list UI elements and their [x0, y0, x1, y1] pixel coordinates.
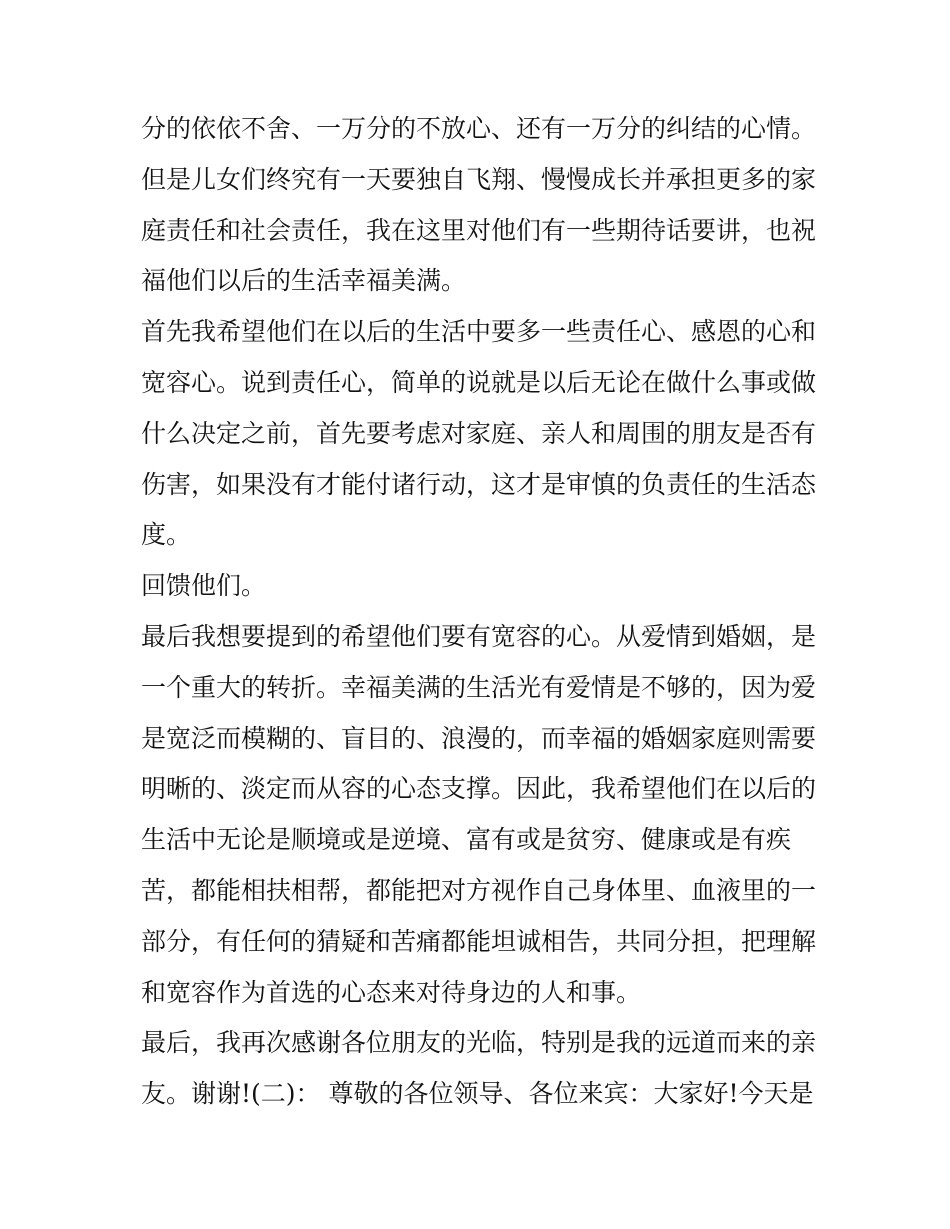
- text-line: 但是儿女们终究有一天要独自飞翔、慢慢成长并承担更多的家: [141, 164, 817, 194]
- text-line: 生活中无论是顺境或是逆境、富有或是贫穷、健康或是有疾: [141, 825, 792, 855]
- text-line: 部分，有任何的猜疑和苦痛都能坦诚相告，共同分担，把理解: [141, 926, 817, 956]
- text-line: 苦，都能相扶相帮，都能把对方视作自己身体里、血液里的一: [141, 875, 817, 905]
- text-line: 明晰的、淡定而从容的心态支撑。因此，我希望他们在以后的: [141, 774, 817, 804]
- text-line: 首先我希望他们在以后的生活中要多一些责任心、感恩的心和: [141, 317, 817, 347]
- text-line: 和宽容作为首选的心态来对待身边的人和事。: [141, 977, 642, 1007]
- text-line: 友。谢谢!(二)： 尊敬的各位领导、各位来宾：大家好!今天是: [141, 1079, 814, 1109]
- body-text: [141, 104, 821, 1120]
- text-line: 一个重大的转折。幸福美满的生活光有爱情是不够的，因为爱: [141, 672, 817, 702]
- text-line: 伤害，如果没有才能付诸行动，这才是审慎的负责任的生活态: [141, 469, 817, 499]
- text-line: 是宽泛而模糊的、盲目的、浪漫的，而幸福的婚姻家庭则需要: [141, 723, 817, 753]
- text-line: 福他们以后的生活幸福美满。: [141, 266, 467, 296]
- text-line: 宽容心。说到责任心，简单的说就是以后无论在做什么事或做: [141, 367, 817, 397]
- text-line: 最后我想要提到的希望他们要有宽容的心。从爱情到婚姻，是: [141, 621, 817, 651]
- text-line: 什么决定之前，首先要考虑对家庭、亲人和周围的朋友是否有: [141, 418, 817, 448]
- text-line: 最后，我再次感谢各位朋友的光临，特别是我的远道而来的亲: [141, 1028, 817, 1058]
- text-line: 度。: [141, 520, 192, 550]
- text-line: 回馈他们。: [141, 571, 267, 601]
- text-line: 分的依依不舍、一万分的不放心、还有一万分的纠结的心情。: [141, 114, 817, 143]
- text-line: 庭责任和社会责任，我在这里对他们有一些期待话要讲，也祝: [141, 215, 817, 245]
